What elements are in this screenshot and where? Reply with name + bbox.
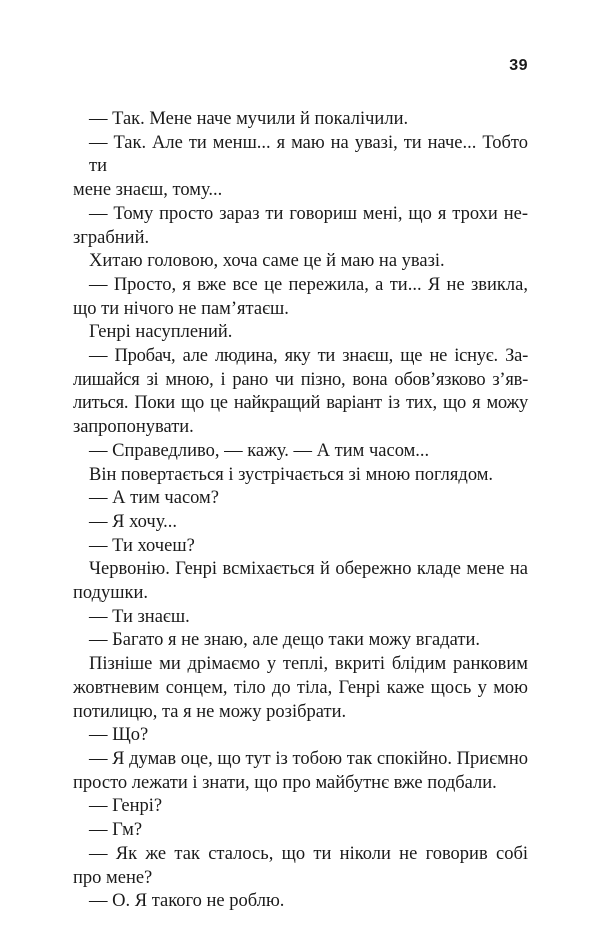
text-line: — Так. Мене наче мучили й покалічили. xyxy=(89,109,409,129)
text-line: — Пробач, але людина, яку ти знаєш, ще не існує. За- xyxy=(89,346,528,367)
text-line: — Я хочу... xyxy=(89,511,177,532)
text-line: Червонію. Генрі всміхається й обережно кладе мене на xyxy=(89,559,528,580)
text-line: — Ти знаєш. xyxy=(89,606,190,627)
text-line: — А тим часом? xyxy=(89,488,219,509)
text-line: запропонувати. xyxy=(73,417,194,438)
text-line: зграбний. xyxy=(73,227,150,248)
text-line: подушки. xyxy=(73,583,149,604)
text-line: — Ти хочеш? xyxy=(89,535,195,556)
body-text xyxy=(73,108,528,914)
text-line: мене знаєш, тому... xyxy=(73,180,223,201)
page-number: 39 xyxy=(509,57,528,74)
text-line: — Просто, я вже все це пережила, а ти... Я не звикла, xyxy=(89,274,528,295)
text-line: — Багато я не знаю, але дещо таки можу вгадати. xyxy=(89,630,481,651)
text-line: просто лежати і знати, що про майбутнє вже подбали. xyxy=(73,772,497,793)
text-line: — Тому просто зараз ти говориш мені, що я трохи не- xyxy=(89,203,528,224)
text-line: потилицю, та я не можу розібрати. xyxy=(73,701,347,722)
text-line: Він повертається і зустрічається зі мною поглядом. xyxy=(89,464,494,485)
text-line: лишайся зі мною, і рано чи пізно, вона обов’язково з’яв- xyxy=(73,369,528,390)
text-line: — Гм? xyxy=(89,820,143,841)
text-line: про мене? xyxy=(73,867,153,888)
text-line: — Справедливо, — кажу. — А тим часом... xyxy=(89,440,430,461)
text-line: жовтневим сонцем, тіло до тіла, Генрі каже щось у мою xyxy=(73,677,528,698)
text-line: що ти нічого не пам’ятаєш. xyxy=(73,298,289,319)
text-line: — Я думав оце, що тут із тобою так спокійно. Приємно xyxy=(89,748,528,769)
text-line: — Генрі? xyxy=(89,796,163,817)
text-line: — О. Я такого не роблю. xyxy=(89,891,285,912)
text-line: Пізніше ми дрімаємо у теплі, вкриті блідим ранковим xyxy=(89,654,528,675)
text-line: — Що? xyxy=(89,725,149,746)
text-line: Хитаю головою, хоча саме це й маю на увазі. xyxy=(89,251,445,272)
text-line: Генрі насуплений. xyxy=(89,322,233,343)
text-line: литься. Поки що це найкращий варіант із тих, що я можу xyxy=(73,393,528,414)
text-line: — Так. Але ти менш... я маю на увазі, ти наче... Тобто ти xyxy=(89,132,528,177)
text-line: — Як же так сталось, що ти ніколи не говорив собі xyxy=(89,843,528,864)
